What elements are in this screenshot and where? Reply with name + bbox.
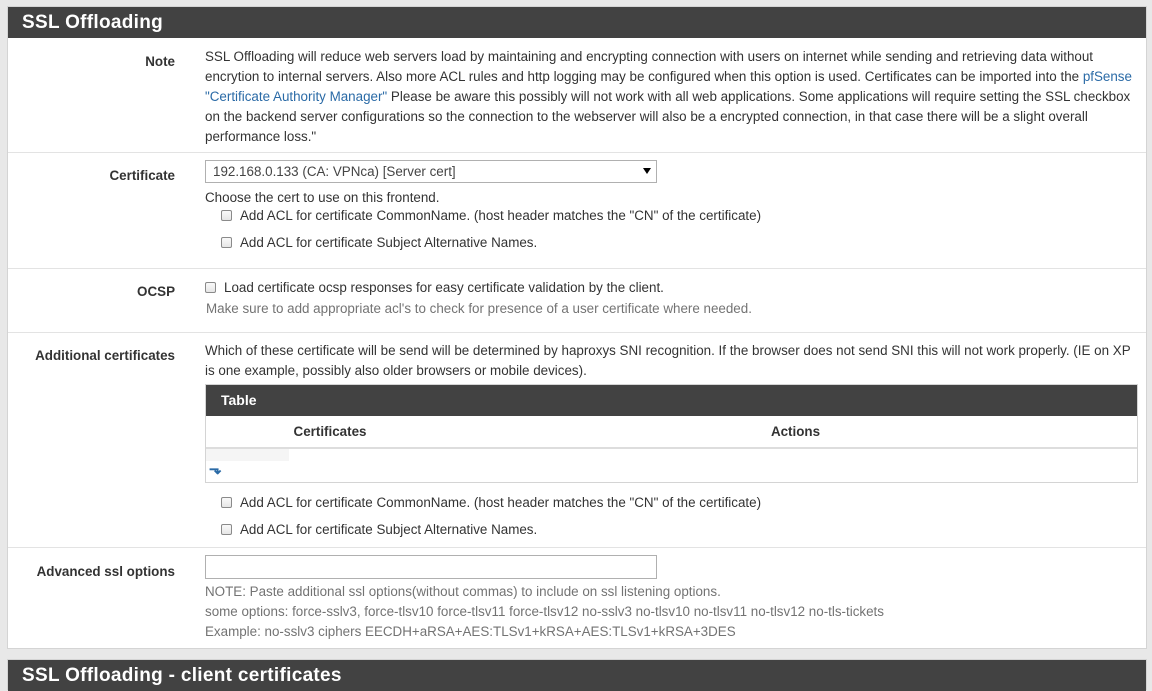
certificate-select-wrapper [205, 160, 657, 183]
cert-san-acl-option [205, 229, 1140, 256]
additional-certificates-row [8, 332, 1146, 547]
advanced-ssl-options-help [205, 579, 1140, 642]
advanced-note-line-3: Example: no-sslv3 ciphers EECDH+aRSA+AES:TLSv1+kRSA+AES:TLSv1+kRSA+3DES [205, 624, 736, 639]
additional-cn-acl-label: Add ACL for certificate CommonName. (host header matches the "CN" of the certificate) [240, 495, 762, 510]
cert-cn-acl-label: Add ACL for certificate CommonName. (host header matches the "CN" of the certificate) [240, 208, 762, 223]
note-row [8, 38, 1146, 152]
cert-cn-acl-checkbox[interactable] [221, 210, 232, 221]
actions-column-header: Actions [770, 424, 821, 439]
additional-san-acl-option [205, 516, 1140, 543]
ssl-offloading-panel [7, 6, 1147, 649]
certificate-authority-manager-link[interactable]: pfSense "Certificate Authority Manager" [205, 69, 1132, 104]
client-certificates-panel-title: SSL Offloading - client certificates [8, 660, 1146, 691]
additional-certificates-table [205, 384, 1138, 483]
additional-san-acl-label: Add ACL for certificate Subject Alternative Names. [240, 522, 538, 537]
certificate-help: Choose the cert to use on this frontend. [205, 190, 440, 205]
table-title: Table [206, 385, 1137, 416]
additional-cn-acl-option [205, 489, 1140, 516]
advanced-ssl-options-row [8, 547, 1146, 648]
additional-cn-acl-checkbox[interactable] [221, 497, 232, 508]
table-row-stub [206, 449, 289, 461]
client-certificates-panel [7, 659, 1147, 690]
table-header-row [206, 416, 1137, 449]
advanced-ssl-options-input[interactable] [205, 555, 657, 579]
advanced-note-line-2: some options: force-sslv3, force-tlsv10 force-tlsv11 force-tlsv12 no-sslv3 no-tlsv10 no-tlsv11 no-tlsv12 no-tls-tickets [205, 604, 884, 619]
cert-cn-acl-option [205, 202, 1140, 229]
add-row-arrow-icon[interactable]: ⬎ [209, 461, 222, 478]
table-body [206, 449, 1137, 482]
certificate-select[interactable] [205, 160, 657, 183]
ocsp-help: Make sure to add appropriate acl's to check for presence of a user certificate where needed. [206, 301, 752, 316]
panel-title: SSL Offloading [8, 7, 1146, 38]
note-text-before: SSL Offloading will reduce web servers load by maintaining and encrypting connection with users on internet while sending and retrieving data without encrytion to internal servers. Also more ACL rules and http logging may be configured when this option is used. Certificates can be imported into the [205, 49, 1094, 84]
additional-san-acl-checkbox[interactable] [221, 524, 232, 535]
note-text [205, 38, 1140, 153]
ocsp-checkbox-label: Load certificate ocsp responses for easy certificate validation by the client. [224, 280, 664, 295]
cert-san-acl-label: Add ACL for certificate Subject Alternative Names. [240, 235, 538, 250]
certificate-label: Certificate [109, 168, 175, 183]
additional-certificates-label: Additional certificates [35, 348, 175, 363]
advanced-ssl-options-label: Advanced ssl options [36, 564, 175, 579]
ocsp-option [205, 274, 1140, 301]
ocsp-label: OCSP [137, 284, 175, 299]
cert-san-acl-checkbox[interactable] [221, 237, 232, 248]
additional-certificates-description: Which of these certificate will be send will be determined by haproxys SNI recognition. If the browser does not send SNI this will not work properly. (IE on XP is one example, possibly also older browsers or mobile devices). [205, 343, 1131, 378]
note-label: Note [145, 54, 175, 69]
certificates-column-header: Certificates [293, 424, 367, 439]
ocsp-row [8, 268, 1146, 332]
ocsp-checkbox[interactable] [205, 282, 216, 293]
advanced-note-line-1: NOTE: Paste additional ssl options(without commas) to include on ssl listening options. [205, 584, 721, 599]
note-text-after: Please be aware this possibly will not work with all web applications. Some applications will require setting the SSL checkbox on the backend server configurations so the connection to the webserver will also be a encrypted connection, in that case there will be a slight overall performance loss." [205, 89, 1131, 144]
certificate-row [8, 152, 1146, 268]
